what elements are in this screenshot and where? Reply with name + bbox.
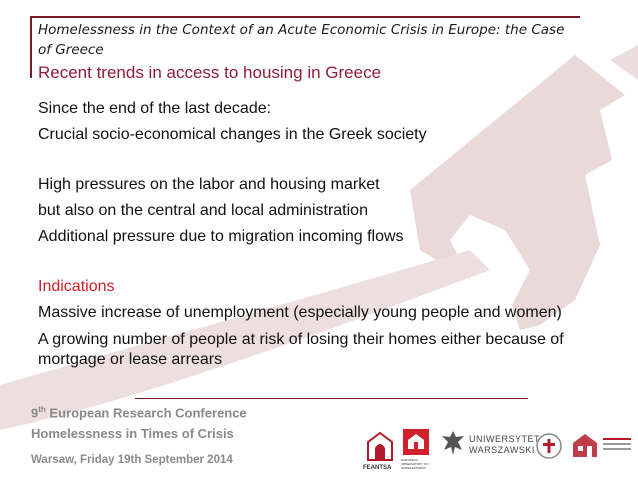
round-seal-icon (535, 432, 563, 460)
university-name-line2: WARSZAWSKI (469, 445, 535, 455)
conference-title: Homelessness in the Context of an Acute Economic Crisis in Europe: the Case of Greece (38, 22, 565, 58)
indications-heading: Indications (38, 278, 115, 295)
university-name-line1: UNIWERSYTET (469, 434, 541, 444)
partner-logos (365, 424, 635, 474)
body-line-intro: Since the end of the last decade: (38, 100, 272, 117)
conference-edition (31, 405, 247, 420)
feantsa-label: FEANTSA (363, 465, 392, 471)
eagle-emblem-icon (440, 428, 466, 458)
body-line-administration: but also on the central and local administration (38, 202, 368, 219)
body-line-pressures: High pressures on the labor and housing market (38, 176, 380, 193)
shelter-logo-caption (603, 438, 631, 450)
conference-theme: Homelessness in Times of Crisis (31, 426, 234, 441)
observatory-logo-icon (403, 429, 429, 455)
conference-name: European Research Conference (49, 405, 247, 421)
header-rule-left (30, 16, 32, 78)
body-line-unemployment: Massive increase of unemployment (especially young people and women) (38, 304, 562, 321)
conference-date: Warsaw, Friday 19th September 2014 (31, 454, 233, 466)
conference-ordinal: 9 (31, 405, 39, 421)
feantsa-logo-icon (365, 430, 395, 462)
body-line-risk: A growing number of people at risk of losing their homes either because of mortgage or lease arrears (38, 331, 564, 368)
shelter-logo-icon (570, 430, 600, 460)
slide-title: Recent trends in access to housing in Greece (38, 63, 382, 82)
conference-ordinal-suffix: th (38, 405, 46, 414)
header-rule-top (30, 16, 580, 18)
body-line-changes: Crucial socio-economical changes in the Greek society (38, 126, 427, 143)
footer-separator (135, 398, 528, 399)
body-line-migration: Additional pressure due to migration incoming flows (38, 228, 404, 245)
slide-body (38, 96, 628, 370)
observatory-label: EUROPEAN OBSERVATORY ON HOMELESSNESS (401, 458, 429, 470)
